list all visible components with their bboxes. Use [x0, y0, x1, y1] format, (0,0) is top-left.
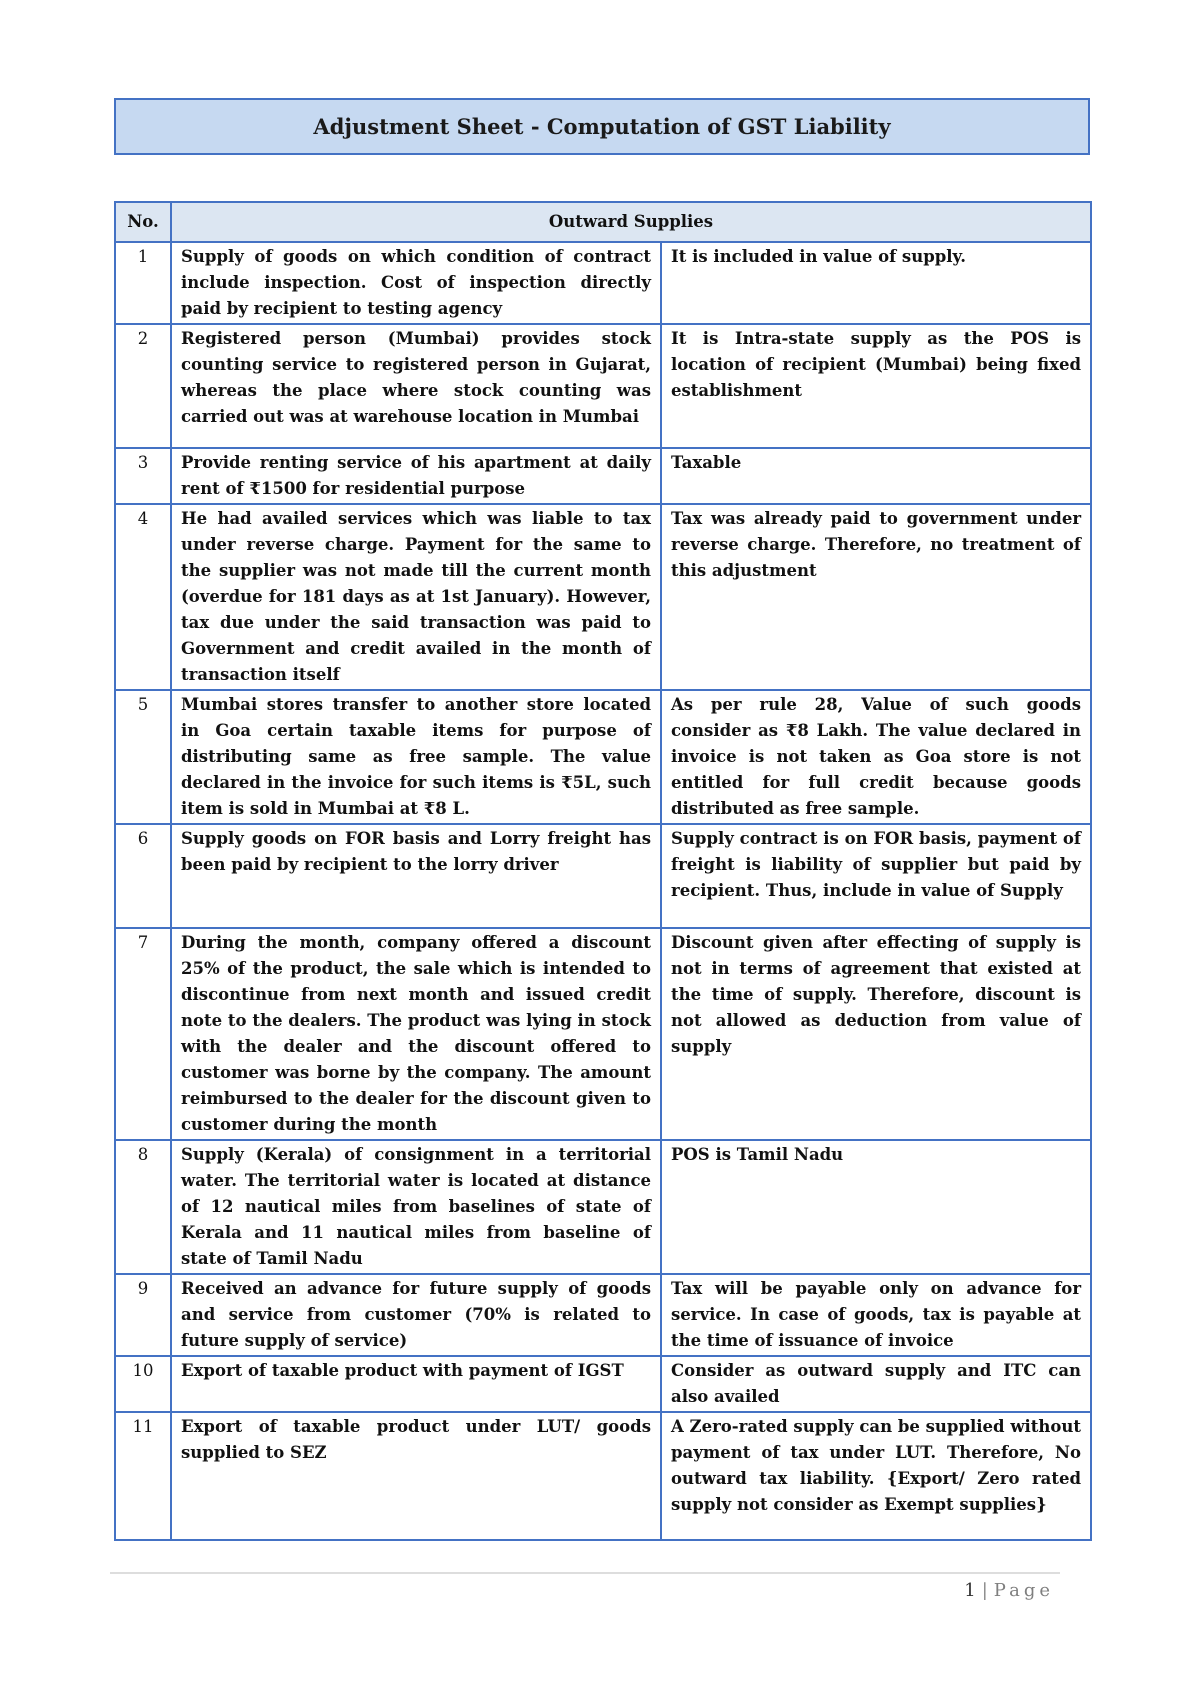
row-answer: Supply contract is on FOR basis, payment of freight is liability of supplier but paid by recipient. Thus, include in value of Supply — [661, 824, 1091, 928]
page-number: 1 — [964, 1580, 976, 1601]
table-row — [115, 448, 1091, 504]
header-outward-supplies: Outward Supplies — [171, 202, 1091, 242]
table-row — [115, 324, 1091, 448]
row-question: Export of taxable product under LUT/ goods supplied to SEZ — [171, 1412, 661, 1540]
page-label: Page — [993, 1580, 1054, 1601]
table-row — [115, 928, 1091, 1140]
row-answer: Taxable — [661, 448, 1091, 504]
row-number: 11 — [115, 1412, 171, 1540]
row-number: 9 — [115, 1274, 171, 1356]
row-question: Received an advance for future supply of goods and service from customer (70% is related to future supply of service) — [171, 1274, 661, 1356]
table-header-row — [115, 202, 1091, 242]
row-question: He had availed services which was liable to tax under reverse charge. Payment for the same to the supplier was not made till the current month (overdue for 181 days as at 1st January). However, tax due under the said transaction was paid to Government and credit availed in the month of transaction itself — [171, 504, 661, 690]
row-number: 10 — [115, 1356, 171, 1412]
table-row — [115, 1274, 1091, 1356]
row-question: Provide renting service of his apartment at daily rent of ₹1500 for residential purpose — [171, 448, 661, 504]
page-title: Adjustment Sheet - Computation of GST Liability — [114, 98, 1090, 155]
header-no: No. — [115, 202, 171, 242]
table-row — [115, 1140, 1091, 1274]
table-row — [115, 504, 1091, 690]
adjustment-table — [114, 201, 1092, 1541]
row-number: 2 — [115, 324, 171, 448]
footer-separator: | — [981, 1580, 988, 1601]
row-answer: A Zero-rated supply can be supplied without payment of tax under LUT. Therefore, No outward tax liability. {Export/ Zero rated supply not consider as Exempt supplies} — [661, 1412, 1091, 1540]
row-answer: It is Intra-state supply as the POS is location of recipient (Mumbai) being fixed establishment — [661, 324, 1091, 448]
row-question: Registered person (Mumbai) provides stock counting service to registered person in Gujarat, whereas the place where stock counting was carried out was at warehouse location in Mumbai — [171, 324, 661, 448]
row-answer: Consider as outward supply and ITC can also availed — [661, 1356, 1091, 1412]
row-question: During the month, company offered a discount 25% of the product, the sale which is intended to discontinue from next month and issued credit note to the dealers. The product was lying in stock with the dealer and the discount offered to customer was borne by the company. The amount reimbursed to the dealer for the discount given to customer during the month — [171, 928, 661, 1140]
row-answer: POS is Tamil Nadu — [661, 1140, 1091, 1274]
table-row — [115, 1356, 1091, 1412]
row-number: 5 — [115, 690, 171, 824]
footer-divider — [110, 1572, 1060, 1574]
table-row — [115, 690, 1091, 824]
row-question: Supply of goods on which condition of contract include inspection. Cost of inspection directly paid by recipient to testing agency — [171, 242, 661, 324]
row-answer: Tax will be payable only on advance for service. In case of goods, tax is payable at the time of issuance of invoice — [661, 1274, 1091, 1356]
row-answer: As per rule 28, Value of such goods consider as ₹8 Lakh. The value declared in invoice is not taken as Goa store is not entitled for full credit because goods distributed as free sample. — [661, 690, 1091, 824]
row-number: 4 — [115, 504, 171, 690]
row-question: Mumbai stores transfer to another store located in Goa certain taxable items for purpose of distributing same as free sample. The value declared in the invoice for such items is ₹5L, such item is sold in Mumbai at ₹8 L. — [171, 690, 661, 824]
page-footer — [964, 1580, 1054, 1601]
row-number: 8 — [115, 1140, 171, 1274]
table-row — [115, 242, 1091, 324]
row-number: 3 — [115, 448, 171, 504]
row-number: 1 — [115, 242, 171, 324]
table-row — [115, 1412, 1091, 1540]
row-question: Supply (Kerala) of consignment in a territorial water. The territorial water is located at distance of 12 nautical miles from baselines of state of Kerala and 11 nautical miles from baseline of state of Tamil Nadu — [171, 1140, 661, 1274]
row-number: 7 — [115, 928, 171, 1140]
row-question: Export of taxable product with payment of IGST — [171, 1356, 661, 1412]
row-answer: It is included in value of supply. — [661, 242, 1091, 324]
row-answer: Tax was already paid to government under reverse charge. Therefore, no treatment of this adjustment — [661, 504, 1091, 690]
row-question: Supply goods on FOR basis and Lorry freight has been paid by recipient to the lorry driver — [171, 824, 661, 928]
row-answer: Discount given after effecting of supply is not in terms of agreement that existed at the time of supply. Therefore, discount is not allowed as deduction from value of supply — [661, 928, 1091, 1140]
row-number: 6 — [115, 824, 171, 928]
table-row — [115, 824, 1091, 928]
